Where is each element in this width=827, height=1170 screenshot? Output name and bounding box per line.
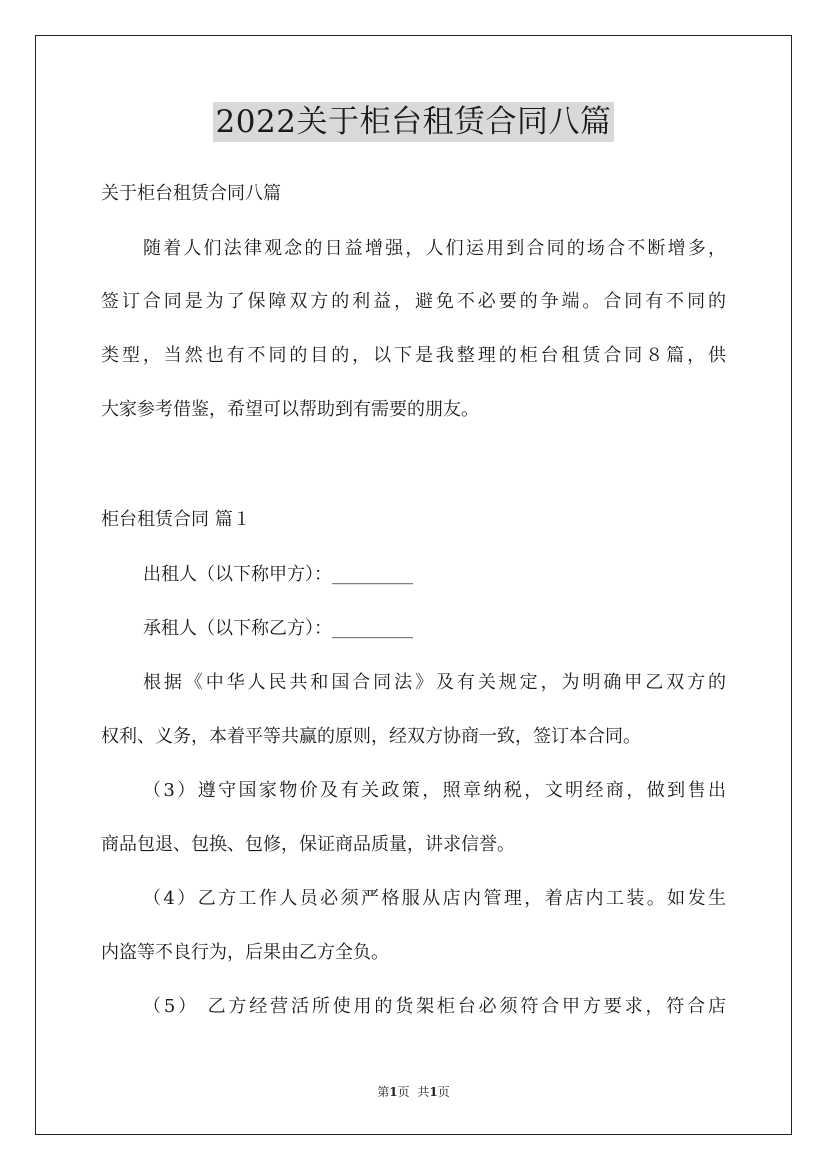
basis-line-2: 权利、义务，本着平等共赢的原则，经双方协商一致，签订本合同。 [101, 726, 641, 747]
section-heading: 柜台租赁合同 篇１ [101, 509, 251, 530]
document-title: 2022关于柜台租赁合同八篇 [0, 102, 827, 142]
clause-3-line-1: （3）遵守国家物价及有关政策，照章纳税，文明经商，做到售出 [143, 780, 726, 801]
clause-4-line-2: 内盗等不良行为，后果由乙方全负。 [101, 942, 389, 963]
intro-line-1: 随着人们法律观念的日益增强，人们运用到合同的场合不断增多， [143, 238, 726, 259]
basis-line-1: 根据《中华人民共和国合同法》及有关规定，为明确甲乙双方的 [143, 672, 726, 693]
lessor-line: 出租人（以下称甲方）：_________ [143, 564, 413, 585]
page-footer: 第1页 共1页 [377, 1085, 450, 1099]
document-subtitle: 关于柜台租赁合同八篇 [101, 183, 281, 204]
intro-line-3: 类型，当然也有不同的目的，以下是我整理的柜台租赁合同８篇，供 [101, 345, 726, 366]
intro-line-4: 大家参考借鉴，希望可以帮助到有需要的朋友。 [101, 399, 479, 420]
clause-4-line-1: （4）乙方工作人员必须严格服从店内管理，着店内工装。如发生 [143, 888, 726, 909]
clause-3-line-2: 商品包退、包换、包修，保证商品质量，讲求信誉。 [101, 834, 515, 855]
lessee-line: 承租人（以下称乙方）：_________ [143, 618, 413, 639]
clause-5-line-1: （5） 乙方经营活所使用的货架柜台必须符合甲方要求，符合店 [143, 996, 726, 1017]
intro-line-2: 签订合同是为了保障双方的利益，避免不必要的争端。合同有不同的 [101, 291, 726, 312]
